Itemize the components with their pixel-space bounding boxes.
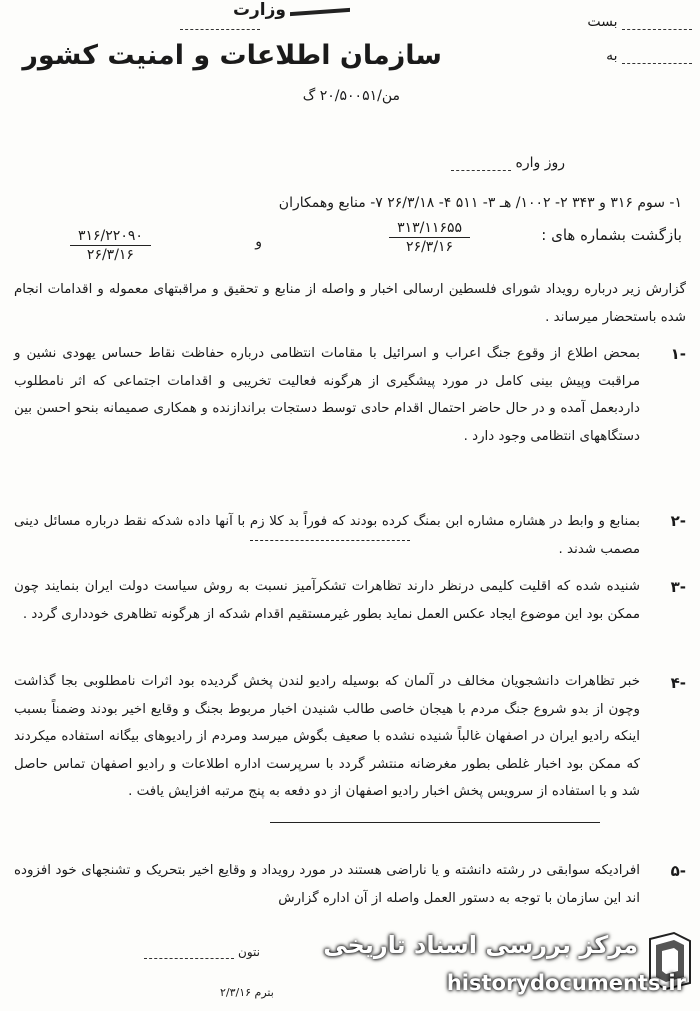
watermark	[320, 925, 700, 1011]
field-line	[144, 946, 234, 959]
ref1-number: ۳۱۳/۱۱۶۵۵	[389, 220, 470, 238]
right-label: بست	[587, 14, 618, 30]
ref2-number: ۳۱۶/۲۲۰۹۰	[70, 228, 151, 246]
item-paragraph: بمنابع و وابط در هشاره مشاره ابن بمنگ کرده بودند که فوراً بد کلا زم با آنها داده شدکه نقط درباره مسائل دینی مصمب شدند .	[14, 514, 640, 557]
item-number: ۳-	[670, 578, 686, 596]
item-paragraph: افرادیکه سوابقی در رشته دانشته و یا ناراضی هستند در مورد رویداد و وقایع اخیر بتحریک و تشنجهای خود افزوده اند این سازمان با توجه به دستور العمل واصله از آن اداره گزارش	[14, 863, 640, 906]
item-paragraph: بمحض اطلاع از وقوع جنگ اعراب و اسرائیل با مقامات انتظامی درباره حفاظت نقاط حساس یهودی نشین و مراقبت وپیش بینی کامل در مورد پیشگیری از هرگونه فعالیت تخریبی و اقدامات اجتماعی که اثر نامطلوب داردبعمل آمده و در حال حاضر احتمال اقدام حادی توسط دستجات براندازنده و همکاری صمیمانه بنحو احسن بین دستگاههای انتظامی وجود دارد .	[14, 346, 640, 444]
organization-title: سازمان اطلاعات و امنیت کشور	[22, 40, 442, 71]
footer-right-text: نتون	[238, 945, 260, 959]
subject-line: ۱- سوم ۳۱۶ و ۳۴۳ ۲- ۱۰۰۲/ هـ ۳- ۵۱۱ ۴- ۲۶/۳/۱۸ ۷- منابع وهمکاران	[278, 195, 682, 211]
recipient-field	[606, 48, 692, 64]
watermark-url: historydocuments.ir	[446, 971, 686, 995]
underline-mark	[250, 540, 410, 541]
intro-paragraph: گزارش زیر درباره رویداد شورای فلسطین ارسالی اخبار و واصله از منابع و تحقیق و مراقبتهای معموله و اقدامات انجام شده باستحضار میرساند .	[14, 282, 686, 325]
ref2-date: ۲۶/۳/۱۶	[86, 247, 134, 263]
field-line	[622, 51, 692, 64]
item-number: ۴-	[670, 674, 686, 692]
classification-bar	[290, 8, 350, 16]
reference-number: من/۲۰/۵۰۰۵۱ گ	[302, 88, 400, 104]
recipient-label: به	[606, 48, 618, 64]
field-line	[451, 158, 511, 171]
classification-mark	[232, 0, 350, 24]
date-field	[451, 155, 565, 171]
ref1-date: ۲۶/۳/۱۶	[406, 239, 454, 255]
footer-left-note: ۲/۳/۱۶ بترم	[220, 986, 274, 999]
item-number: ۵-	[670, 862, 686, 880]
ministry-label: وزارت	[232, 0, 286, 20]
footer-right-note	[144, 945, 260, 959]
reference-fraction-1	[389, 220, 470, 255]
date-label: روز واره	[515, 155, 565, 171]
references-label: بازگشت بشماره های :	[541, 226, 682, 244]
item-paragraph: شنیده شده که اقلیت کلیمی درنظر دارند تظاهرات تشکرآمیز نسبت به روش سیاست دولت ایران بنمایند چون ممکن بود این موضوع ایجاد عکس العمل نماید بطور غیرمستقیم اقدام شدکه از هرگونه تظاهری خودداری گردد .	[14, 579, 640, 622]
header-right-field	[587, 14, 692, 30]
reference-fraction-2	[70, 228, 151, 263]
item-number: ۲-	[670, 512, 686, 530]
item-paragraph: خبر تظاهرات دانشجویان مخالف در آلمان که بوسیله رادیو لندن پخش گردیده بود اثرات نامطلوبی بجا گذاشت وچون از بدو شروع جنگ مردم با هیجان خاصی طالب شنیدن اخبار مربوط بجنگ و وقایع اخیر بودند وضمناً بسبب اینکه رادیو ایران در اصفهان غالباً شنیده نشده با صعیف بگوش میرسد ومردم از رادیوهای بیگانه استفاده میکردند که ممکن بود اخبار غلطی بطور مغرضانه منتشر گردد با سرپرست اداره اطلاعات و رادیو اصفهان تماس حاصل شد و با استفاده از سرویس پخش اخبار رادیو اصفهان از دو دفعه به پنج مرتبه افزایش یافت .	[14, 674, 640, 799]
field-line	[622, 17, 692, 30]
watermark-persian: مرکز بررسی اسناد تاریخی	[323, 931, 638, 959]
item-number: ۱-	[670, 345, 686, 363]
references-conjunction: و	[255, 234, 262, 250]
underline-mark	[270, 822, 600, 823]
